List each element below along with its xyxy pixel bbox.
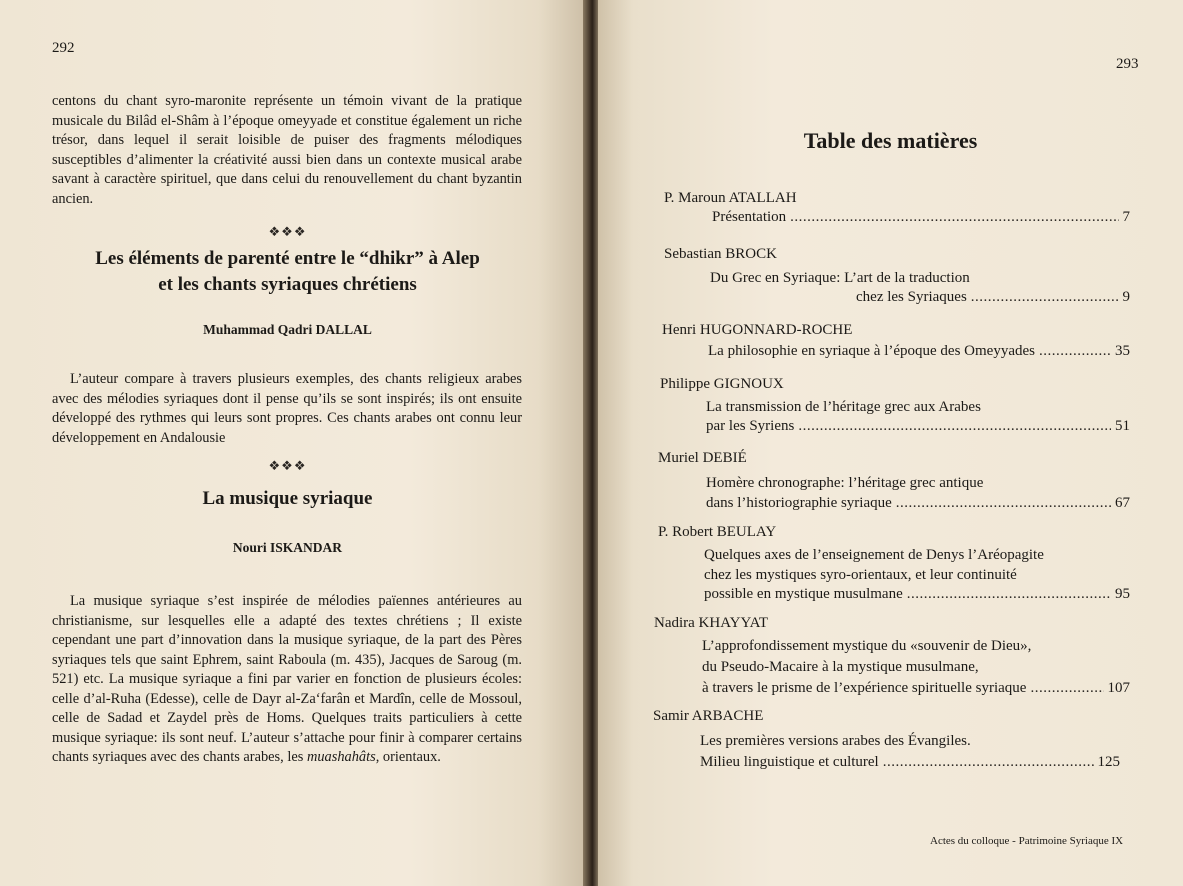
- toc-entry-title-line: Quelques axes de l’enseignement de Denys l’Aréopagite: [704, 547, 1044, 563]
- section-title-dhikr: [30, 246, 545, 298]
- toc-entry-title-line: chez les mystiques syro-orientaux, et leur continuité: [704, 567, 1017, 583]
- page-footer: Actes du colloque - Patrimoine Syriaque IX: [930, 835, 1124, 847]
- section1-paragraph: L’auteur compare à travers plusieurs exemples, des chants religieux arabes avec des mélodies syriaques dont il pense qu’ils se sont inspirés; ils ont ensuite développé des rythmes qui leurs sont propres. Ces chants arabes ont connu leur développement en Andalousie: [52, 371, 522, 446]
- toc-entry-page: 9: [1122, 289, 1130, 305]
- toc-leader-dots: [798, 417, 1111, 436]
- toc-entry-page: 95: [1115, 586, 1130, 602]
- toc-entry-title-line: [712, 208, 1130, 227]
- toc-entry-author: P. Robert BEULAY: [658, 524, 777, 540]
- toc-entry-title-line: La transmission de l’héritage grec aux Arabes: [706, 399, 981, 415]
- toc-leader-dots: [896, 494, 1111, 513]
- toc-entry-page: 35: [1115, 343, 1130, 359]
- toc-leader-dots: [1030, 679, 1103, 698]
- toc-entry-title-line: [706, 494, 1130, 513]
- page-number-left: 292: [52, 40, 75, 56]
- toc-entry-page: 107: [1107, 680, 1130, 696]
- toc-leader-dots: [907, 585, 1111, 604]
- section2-paragraph-end: , orientaux.: [375, 749, 441, 765]
- toc-entry-author: Samir ARBACHE: [653, 708, 764, 724]
- toc-entry-title: Milieu linguistique et culturel: [700, 754, 879, 770]
- toc-title: Table des matières: [803, 128, 978, 153]
- toc-entry-title-line: [700, 753, 1120, 772]
- toc-entry-title-line: du Pseudo-Macaire à la mystique musulmane,: [702, 659, 979, 675]
- section-author-iskandar: Nouri ISKANDAR: [232, 540, 343, 555]
- toc-entry-title-line: [702, 679, 1130, 698]
- toc-entry-title: dans l’historiographie syriaque: [706, 495, 892, 511]
- toc-entry-title-line: [708, 342, 1130, 361]
- section-title-musique: La musique syriaque: [202, 488, 373, 509]
- ornament-divider-1: ❖❖❖: [268, 224, 307, 239]
- toc-entry-author: Philippe GIGNOUX: [660, 376, 784, 392]
- toc-entry-page: 7: [1122, 209, 1130, 225]
- toc-entry-title: par les Syriens: [706, 418, 795, 434]
- toc-entry-title: possible en mystique musulmane: [704, 586, 903, 602]
- section2-paragraph-italic: muashahâts: [306, 749, 376, 765]
- page-number-right: 293: [1116, 56, 1139, 72]
- section2-paragraph: [52, 592, 522, 768]
- toc-entry-title-line: [706, 417, 1130, 436]
- toc-entry-title: La philosophie en syriaque à l’époque des Omeyyades: [708, 343, 1035, 359]
- right-page: [598, 0, 1183, 886]
- section-title-line1: Les éléments de parenté entre le “dhikr” à Alep: [95, 248, 480, 269]
- toc-entry-author: Sebastian BROCK: [664, 246, 777, 262]
- intro-paragraph: centons du chant syro-maronite représente un témoin vivant de la pratique musicale du Bilâd el-Shâm à l’époque omeyyade et constitue également un riche trésor, dans lequel il serait loisible de puiser des fragments mélodiques susceptibles d’alimenter la créativité aussi bien dans un contexte musical arabe savant à caractère spirituel, que dans celui du renouvellement du chant byzantin ancien.: [52, 93, 522, 207]
- toc-entry-title: à travers le prisme de l’expérience spirituelle syriaque: [702, 680, 1027, 696]
- toc-entry-author: Henri HUGONNARD-ROCHE: [662, 322, 853, 338]
- toc-entry-page: 67: [1115, 495, 1130, 511]
- toc-leader-dots: [971, 288, 1119, 307]
- toc-entry-title-line: Les premières versions arabes des Évangiles.: [700, 733, 971, 749]
- toc-entry-page: 125: [1097, 754, 1120, 770]
- toc-entry-author: Nadira KHAYYAT: [654, 615, 769, 631]
- section-title-line2: et les chants syriaques chrétiens: [158, 274, 417, 295]
- toc-leader-dots: [1039, 342, 1111, 361]
- toc-entry-author: P. Maroun ATALLAH: [664, 190, 797, 206]
- toc-entry-title: chez les Syriaques: [856, 289, 967, 305]
- toc-entry-title-line: Du Grec en Syriaque: L’art de la traduction: [710, 270, 970, 286]
- toc-entry-title-line: [704, 585, 1130, 604]
- left-page: [0, 0, 585, 886]
- toc-entry-title-line: L’approfondissement mystique du «souvenir de Dieu»,: [702, 638, 1032, 654]
- ornament-divider-2: ❖❖❖: [268, 458, 307, 473]
- section2-paragraph-text: La musique syriaque s’est inspirée de mélodies païennes antérieures au christianisme, sur lesquelles elle a adapté des textes chrétiens ; Il existe cependant une part d’innovation dans la musique syriaque, de la part des Pères syriaques tels que saint Ephrem, saint Raboula (m. 435), Jacques de Saroug (m. 521) etc. La musique syriaque a fini par varier en fonction de plusieurs écoles: celle d’al-Ruha (Edesse), celle de Dayr al-Za‘farân et Mardîn, celle de Mossoul, celle de Sadad et Zaydel près de Homs. Quelques traits particuliers à cette musique syriaque: ils sont neuf. L’auteur s’attache pour finir à comparer certains chants syriaques avec des chants arabes, les: [52, 593, 522, 765]
- toc-entry-title: Présentation: [712, 209, 787, 225]
- toc-entry-title-line: Homère chronographe: l’héritage grec antique: [706, 475, 984, 491]
- toc-leader-dots: [790, 208, 1118, 227]
- toc-entry-author: Muriel DEBIÉ: [658, 450, 747, 466]
- toc-entry-page: 51: [1115, 418, 1130, 434]
- section-author-dallal: Muhammad Qadri DALLAL: [203, 322, 372, 337]
- toc-entry-title-line: [856, 288, 1130, 307]
- toc-leader-dots: [883, 753, 1094, 772]
